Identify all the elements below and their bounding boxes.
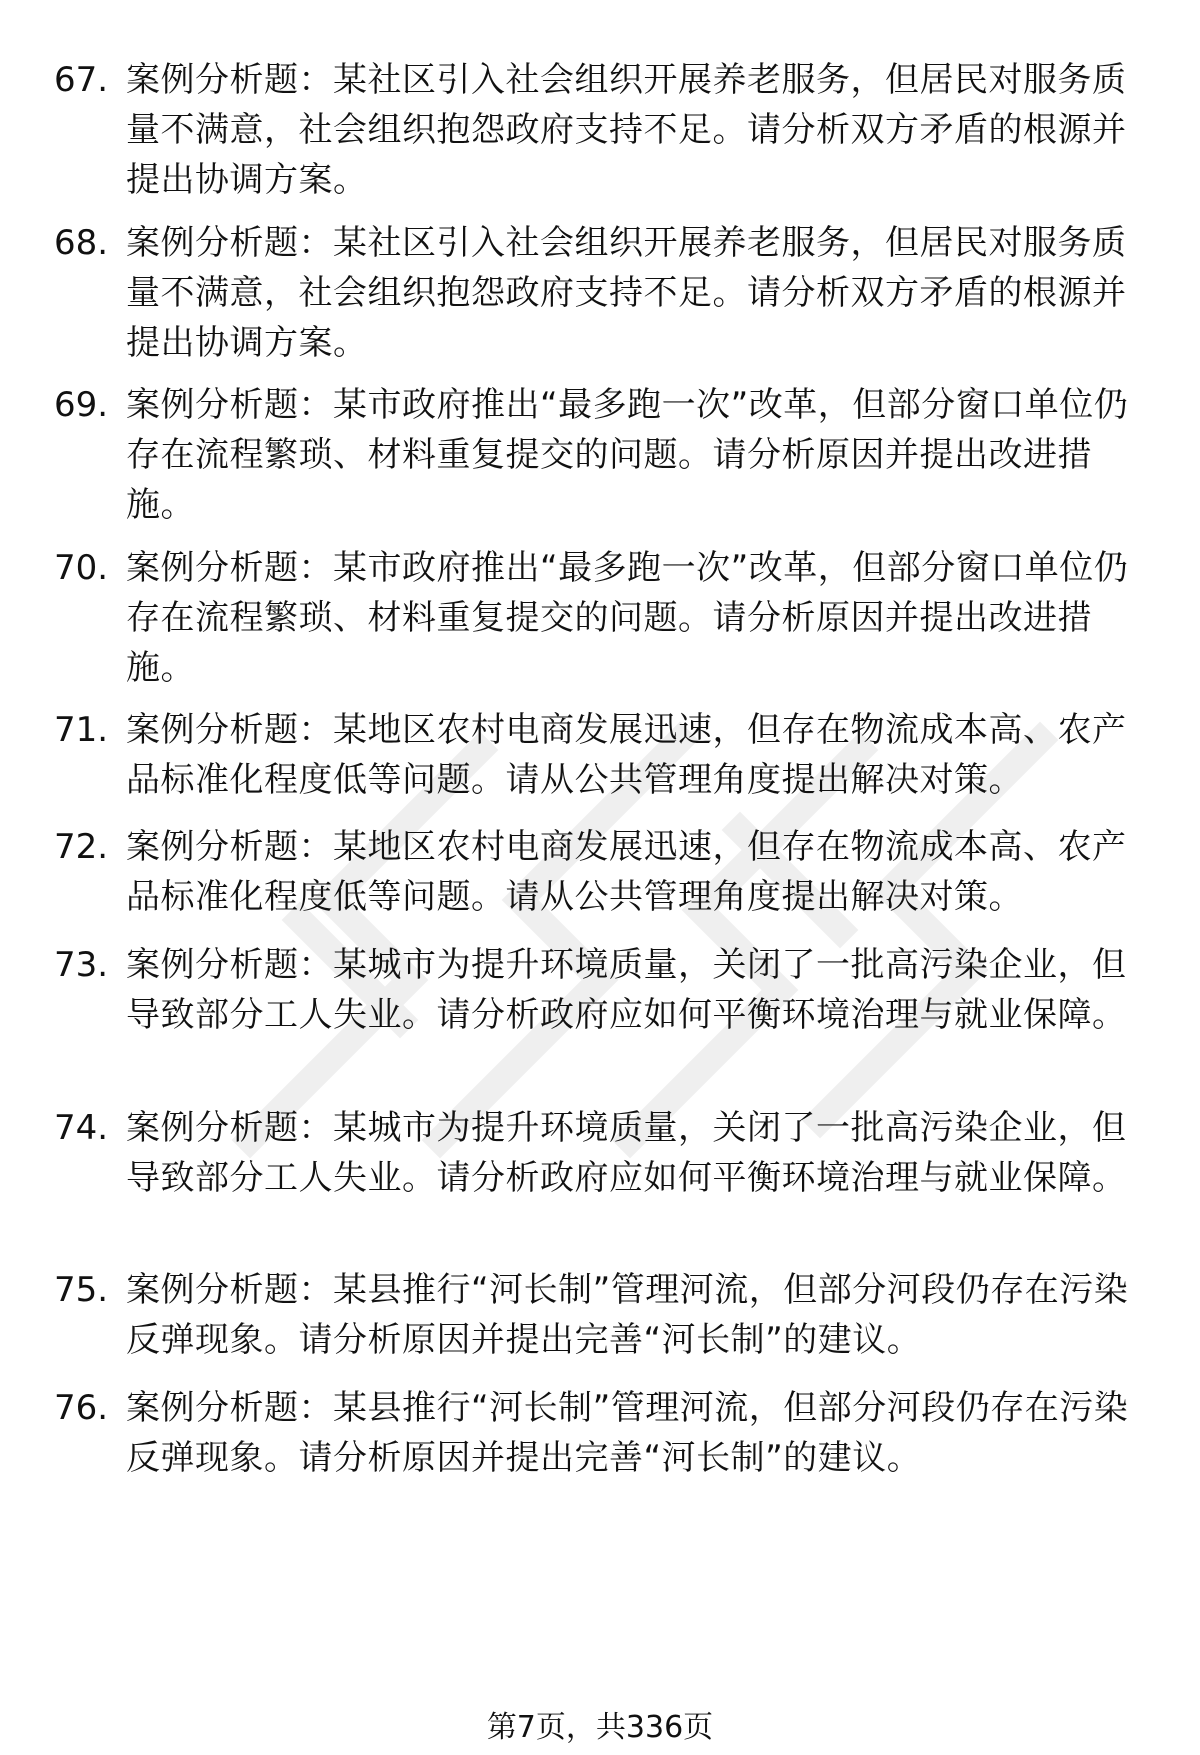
question-number: 75. xyxy=(54,1270,109,1310)
question-number: 72. xyxy=(54,827,109,867)
question-number: 74. xyxy=(54,1108,109,1148)
page-footer: 第7页，共336页 xyxy=(486,1710,714,1745)
question-item xyxy=(0,380,1200,530)
question-text: 案例分析题：某市政府推出“最多跑一次”改革，但部分窗口单位仍存在流程繁琐、材料重复提交的问题。请分析原因并提出改进措施。 xyxy=(126,548,1129,688)
question-number: 73. xyxy=(54,945,109,985)
question-item xyxy=(0,543,1200,693)
question-text: 案例分析题：某市政府推出“最多跑一次”改革，但部分窗口单位仍存在流程繁琐、材料重复提交的问题。请分析原因并提出改进措施。 xyxy=(126,385,1129,525)
question-number: 69. xyxy=(54,385,109,425)
question-text: 案例分析题：某社区引入社会组织开展养老服务，但居民对服务质量不满意，社会组织抱怨政府支持不足。请分析双方矛盾的根源并提出协调方案。 xyxy=(126,223,1127,363)
question-number: 70. xyxy=(54,548,109,588)
question-item xyxy=(0,1103,1200,1203)
question-text: 案例分析题：某地区农村电商发展迅速，但存在物流成本高、农产品标准化程度低等问题。请从公共管理角度提出解决对策。 xyxy=(126,710,1127,800)
question-item xyxy=(0,1265,1200,1365)
question-number: 67. xyxy=(54,60,109,100)
question-text: 案例分析题：某城市为提升环境质量，关闭了一批高污染企业，但导致部分工人失业。请分析政府应如何平衡环境治理与就业保障。 xyxy=(126,1108,1127,1198)
question-item xyxy=(0,822,1200,922)
question-number: 71. xyxy=(54,710,109,750)
question-item xyxy=(0,705,1200,805)
question-text: 案例分析题：某地区农村电商发展迅速，但存在物流成本高、农产品标准化程度低等问题。请从公共管理角度提出解决对策。 xyxy=(126,827,1127,917)
question-text: 案例分析题：某县推行“河长制”管理河流，但部分河段仍存在污染反弹现象。请分析原因并提出完善“河长制”的建议。 xyxy=(126,1388,1129,1478)
question-item xyxy=(0,218,1200,368)
question-item xyxy=(0,940,1200,1040)
question-text: 案例分析题：某社区引入社会组织开展养老服务，但居民对服务质量不满意，社会组织抱怨政府支持不足。请分析双方矛盾的根源并提出协调方案。 xyxy=(126,60,1127,200)
question-text: 案例分析题：某县推行“河长制”管理河流，但部分河段仍存在污染反弹现象。请分析原因并提出完善“河长制”的建议。 xyxy=(126,1270,1129,1360)
question-item xyxy=(0,1383,1200,1483)
question-number: 68. xyxy=(54,223,109,263)
question-item xyxy=(0,55,1200,205)
question-number: 76. xyxy=(54,1388,109,1428)
question-text: 案例分析题：某城市为提升环境质量，关闭了一批高污染企业，但导致部分工人失业。请分析政府应如何平衡环境治理与就业保障。 xyxy=(126,945,1127,1035)
